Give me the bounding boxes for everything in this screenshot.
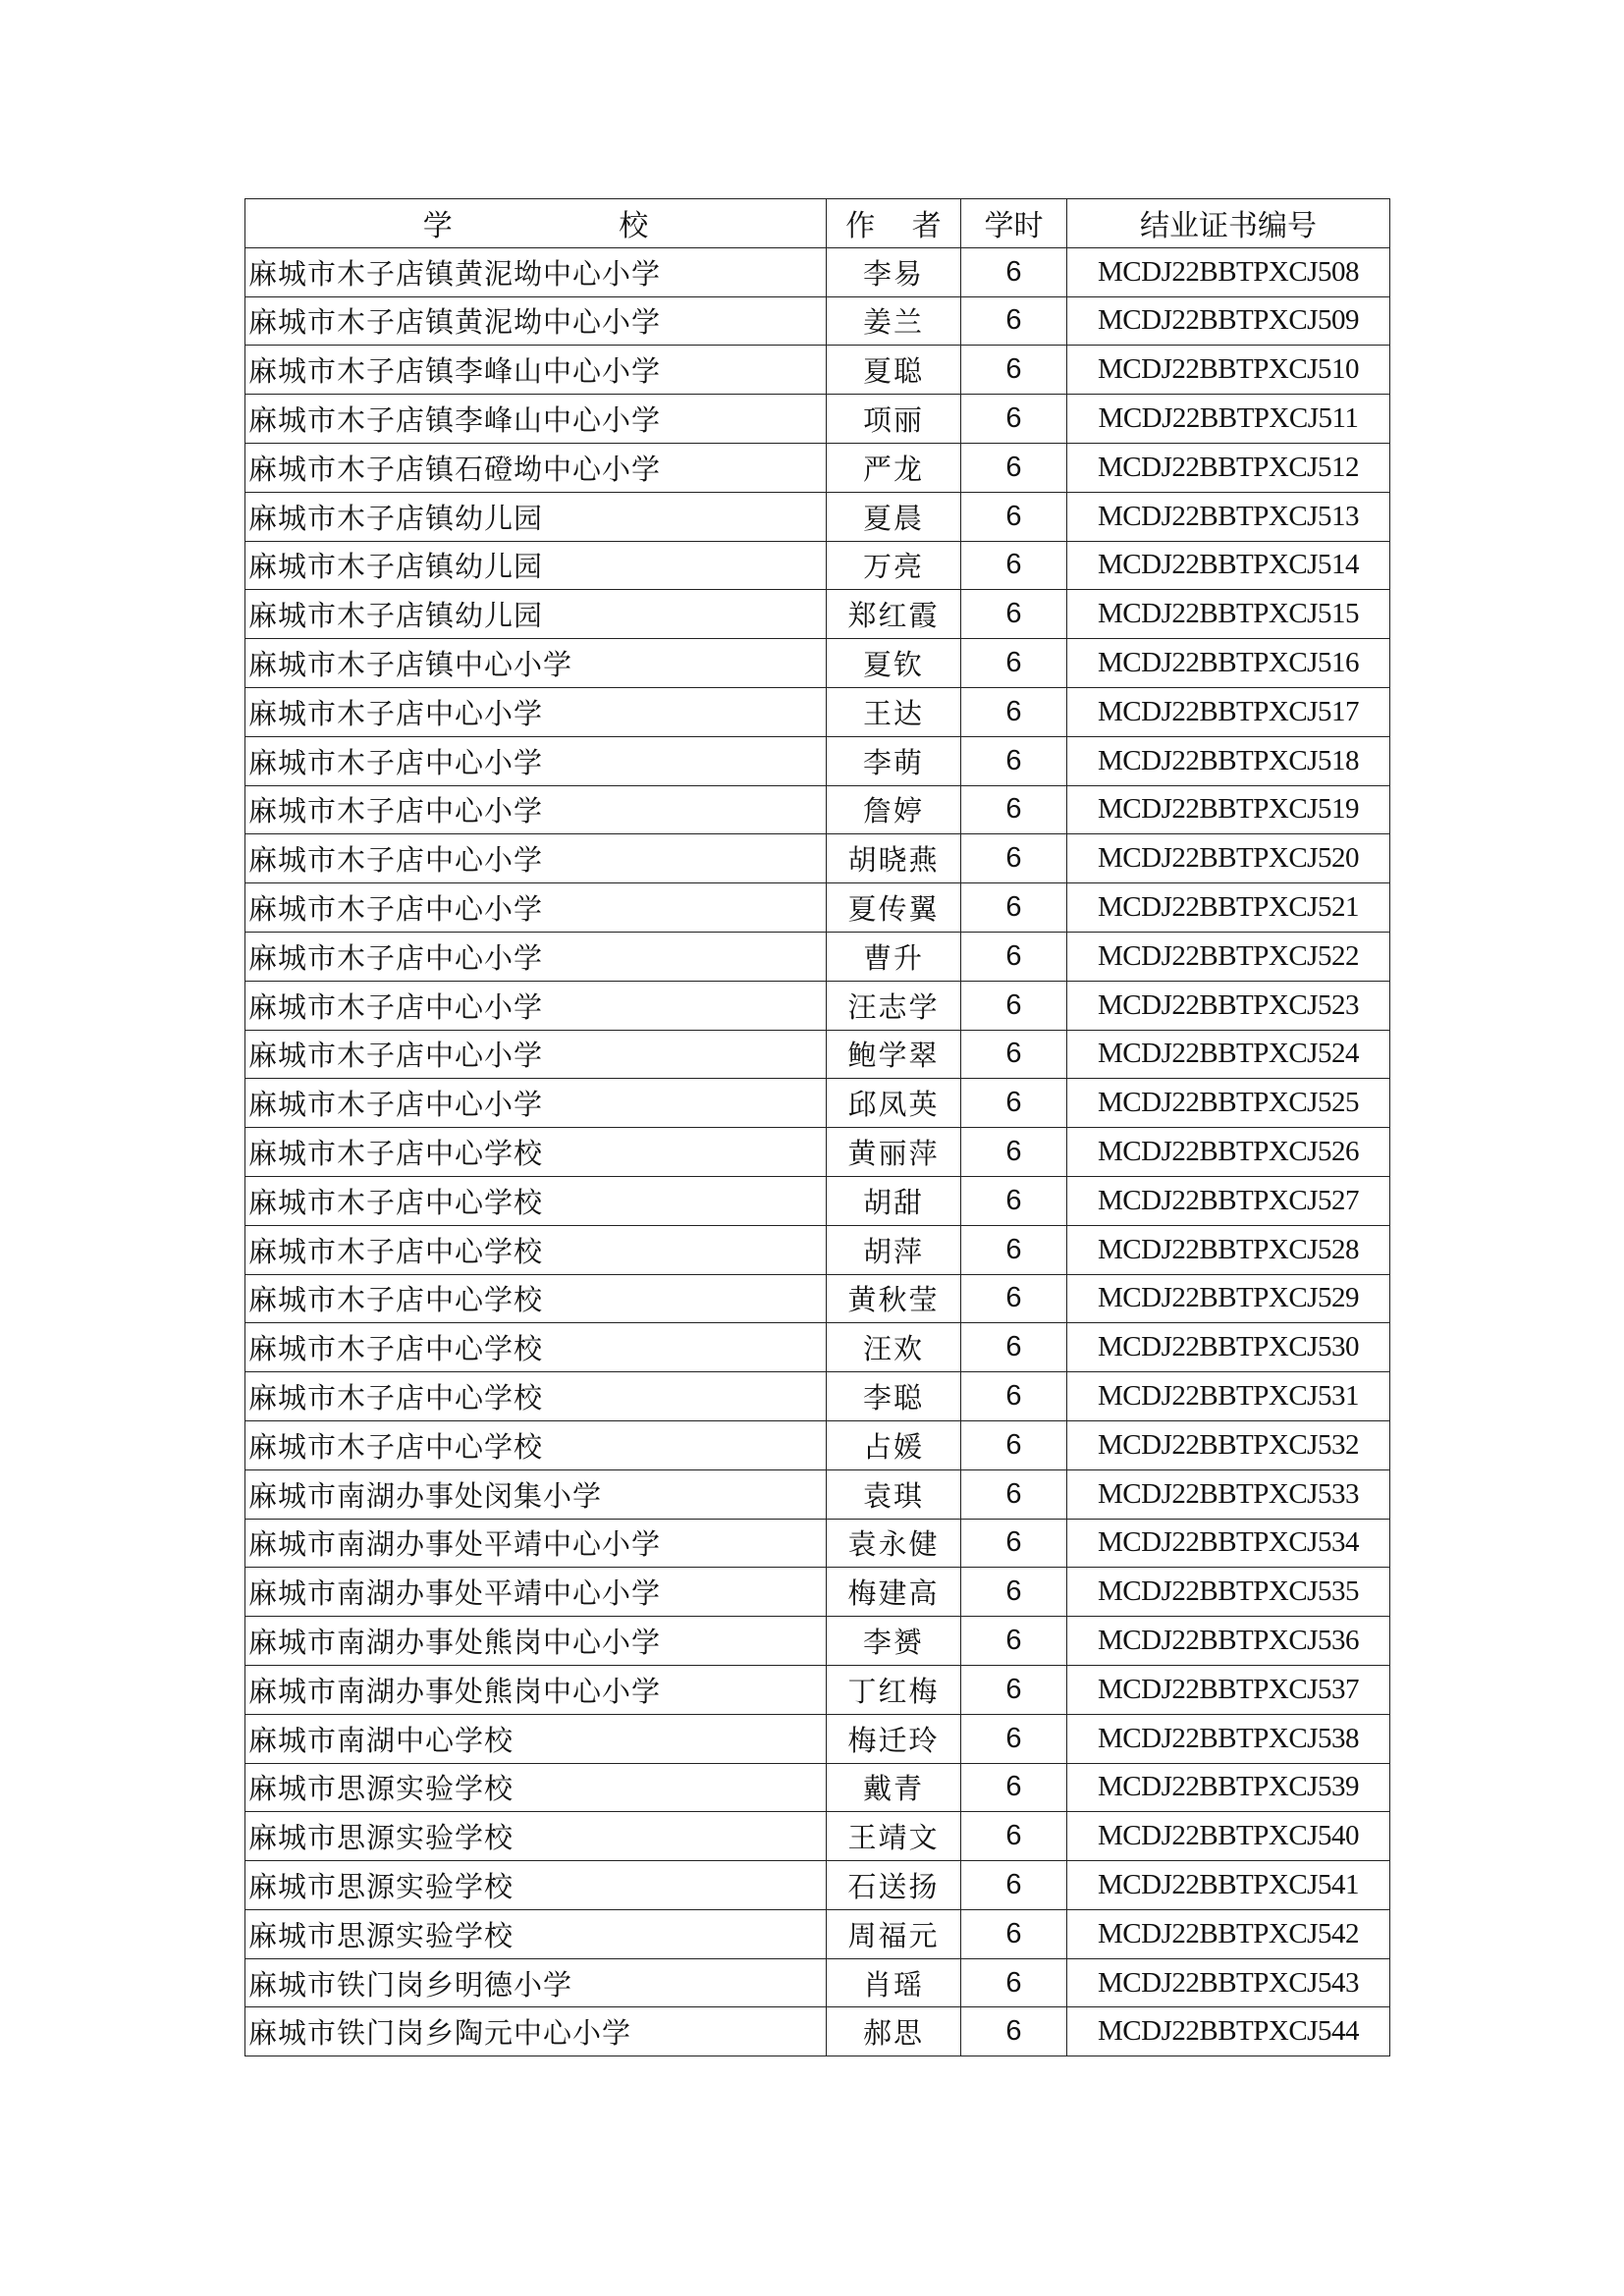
table-row bbox=[245, 1225, 1390, 1274]
certificate-cell: MCDJ22BBTPXCJ540 bbox=[1067, 1812, 1390, 1861]
table-row bbox=[245, 590, 1390, 639]
hours-cell: 6 bbox=[961, 1665, 1067, 1714]
school-cell: 麻城市南湖办事处熊岗中心小学 bbox=[245, 1665, 827, 1714]
hours-cell: 6 bbox=[961, 541, 1067, 590]
author-cell: 占媛 bbox=[827, 1420, 961, 1469]
certificate-cell: MCDJ22BBTPXCJ521 bbox=[1067, 883, 1390, 933]
author-cell: 夏聪 bbox=[827, 346, 961, 395]
author-cell: 郑红霞 bbox=[827, 590, 961, 639]
table-row bbox=[245, 1665, 1390, 1714]
hours-cell: 6 bbox=[961, 1372, 1067, 1421]
hours-cell: 6 bbox=[961, 1958, 1067, 2007]
certificate-cell: MCDJ22BBTPXCJ509 bbox=[1067, 296, 1390, 346]
author-cell: 严龙 bbox=[827, 443, 961, 492]
hours-cell: 6 bbox=[961, 1714, 1067, 1763]
hours-cell: 6 bbox=[961, 785, 1067, 834]
school-cell: 麻城市木子店中心小学 bbox=[245, 1030, 827, 1079]
certificate-cell: MCDJ22BBTPXCJ526 bbox=[1067, 1128, 1390, 1177]
hours-cell: 6 bbox=[961, 1519, 1067, 1568]
certificate-cell: MCDJ22BBTPXCJ525 bbox=[1067, 1079, 1390, 1128]
certificate-cell: MCDJ22BBTPXCJ512 bbox=[1067, 443, 1390, 492]
header-school bbox=[245, 199, 827, 248]
certificate-cell: MCDJ22BBTPXCJ541 bbox=[1067, 1861, 1390, 1910]
certificate-cell: MCDJ22BBTPXCJ518 bbox=[1067, 736, 1390, 785]
hours-cell: 6 bbox=[961, 1128, 1067, 1177]
table-row bbox=[245, 1274, 1390, 1323]
author-cell: 石送扬 bbox=[827, 1861, 961, 1910]
author-cell: 黄秋莹 bbox=[827, 1274, 961, 1323]
table-row bbox=[245, 1617, 1390, 1666]
table-row bbox=[245, 1469, 1390, 1519]
table-row bbox=[245, 2007, 1390, 2056]
certificate-cell: MCDJ22BBTPXCJ533 bbox=[1067, 1469, 1390, 1519]
school-cell: 麻城市木子店镇中心小学 bbox=[245, 639, 827, 688]
table-row bbox=[245, 981, 1390, 1030]
author-cell: 郝思 bbox=[827, 2007, 961, 2056]
table-row bbox=[245, 639, 1390, 688]
hours-cell: 6 bbox=[961, 2007, 1067, 2056]
school-cell: 麻城市木子店中心学校 bbox=[245, 1323, 827, 1372]
hours-cell: 6 bbox=[961, 492, 1067, 541]
school-cell: 麻城市木子店镇幼儿园 bbox=[245, 492, 827, 541]
school-cell: 麻城市木子店镇李峰山中心小学 bbox=[245, 395, 827, 444]
school-cell: 麻城市思源实验学校 bbox=[245, 1861, 827, 1910]
table-header-row bbox=[245, 199, 1390, 248]
table-row bbox=[245, 1958, 1390, 2007]
table-row bbox=[245, 247, 1390, 296]
table-row bbox=[245, 541, 1390, 590]
header-hours: 学时 bbox=[961, 199, 1067, 248]
author-cell: 李萌 bbox=[827, 736, 961, 785]
hours-cell: 6 bbox=[961, 443, 1067, 492]
table-row bbox=[245, 1176, 1390, 1225]
certificate-cell: MCDJ22BBTPXCJ510 bbox=[1067, 346, 1390, 395]
table-row bbox=[245, 395, 1390, 444]
school-cell: 麻城市木子店镇李峰山中心小学 bbox=[245, 346, 827, 395]
author-cell: 胡晓燕 bbox=[827, 834, 961, 883]
certificate-cell: MCDJ22BBTPXCJ524 bbox=[1067, 1030, 1390, 1079]
school-cell: 麻城市思源实验学校 bbox=[245, 1763, 827, 1812]
school-cell: 麻城市铁门岗乡陶元中心小学 bbox=[245, 2007, 827, 2056]
school-cell: 麻城市木子店中心学校 bbox=[245, 1225, 827, 1274]
school-cell: 麻城市思源实验学校 bbox=[245, 1909, 827, 1958]
certificate-cell: MCDJ22BBTPXCJ514 bbox=[1067, 541, 1390, 590]
certificate-cell: MCDJ22BBTPXCJ508 bbox=[1067, 247, 1390, 296]
author-cell: 李易 bbox=[827, 247, 961, 296]
school-cell: 麻城市南湖办事处平靖中心小学 bbox=[245, 1519, 827, 1568]
certificate-cell: MCDJ22BBTPXCJ515 bbox=[1067, 590, 1390, 639]
certificate-cell: MCDJ22BBTPXCJ532 bbox=[1067, 1420, 1390, 1469]
hours-cell: 6 bbox=[961, 1909, 1067, 1958]
hours-cell: 6 bbox=[961, 247, 1067, 296]
author-cell: 丁红梅 bbox=[827, 1665, 961, 1714]
certificate-cell: MCDJ22BBTPXCJ531 bbox=[1067, 1372, 1390, 1421]
hours-cell: 6 bbox=[961, 1812, 1067, 1861]
table-row bbox=[245, 1372, 1390, 1421]
school-cell: 麻城市木子店中心小学 bbox=[245, 981, 827, 1030]
table-body bbox=[245, 247, 1390, 2056]
certificate-cell: MCDJ22BBTPXCJ539 bbox=[1067, 1763, 1390, 1812]
author-cell: 詹婷 bbox=[827, 785, 961, 834]
table-row bbox=[245, 736, 1390, 785]
hours-cell: 6 bbox=[961, 1323, 1067, 1372]
certificate-cell: MCDJ22BBTPXCJ513 bbox=[1067, 492, 1390, 541]
hours-cell: 6 bbox=[961, 1617, 1067, 1666]
author-cell: 姜兰 bbox=[827, 296, 961, 346]
school-cell: 麻城市铁门岗乡明德小学 bbox=[245, 1958, 827, 2007]
hours-cell: 6 bbox=[961, 296, 1067, 346]
certificate-cell: MCDJ22BBTPXCJ511 bbox=[1067, 395, 1390, 444]
school-cell: 麻城市木子店中心学校 bbox=[245, 1420, 827, 1469]
table-row bbox=[245, 1030, 1390, 1079]
certificate-cell: MCDJ22BBTPXCJ529 bbox=[1067, 1274, 1390, 1323]
school-cell: 麻城市木子店中心学校 bbox=[245, 1372, 827, 1421]
hours-cell: 6 bbox=[961, 1861, 1067, 1910]
author-cell: 汪欢 bbox=[827, 1323, 961, 1372]
hours-cell: 6 bbox=[961, 932, 1067, 981]
hours-cell: 6 bbox=[961, 1225, 1067, 1274]
author-cell: 夏晨 bbox=[827, 492, 961, 541]
author-cell: 鲍学翠 bbox=[827, 1030, 961, 1079]
table-row bbox=[245, 1568, 1390, 1617]
certificate-cell: MCDJ22BBTPXCJ519 bbox=[1067, 785, 1390, 834]
school-cell: 麻城市木子店镇幼儿园 bbox=[245, 590, 827, 639]
school-cell: 麻城市木子店镇黄泥坳中心小学 bbox=[245, 247, 827, 296]
certificate-cell: MCDJ22BBTPXCJ537 bbox=[1067, 1665, 1390, 1714]
table-row bbox=[245, 785, 1390, 834]
header-certificate: 结业证书编号 bbox=[1067, 199, 1390, 248]
author-cell: 袁永健 bbox=[827, 1519, 961, 1568]
school-cell: 麻城市木子店中心小学 bbox=[245, 687, 827, 736]
hours-cell: 6 bbox=[961, 1176, 1067, 1225]
author-cell: 李聪 bbox=[827, 1372, 961, 1421]
author-cell: 项丽 bbox=[827, 395, 961, 444]
certificate-cell: MCDJ22BBTPXCJ538 bbox=[1067, 1714, 1390, 1763]
school-cell: 麻城市木子店中心学校 bbox=[245, 1128, 827, 1177]
hours-cell: 6 bbox=[961, 1274, 1067, 1323]
author-cell: 袁琪 bbox=[827, 1469, 961, 1519]
header-author-label: 作 者 bbox=[845, 209, 955, 244]
table-row bbox=[245, 1861, 1390, 1910]
hours-cell: 6 bbox=[961, 1079, 1067, 1128]
school-cell: 麻城市木子店镇黄泥坳中心小学 bbox=[245, 296, 827, 346]
certificate-cell: MCDJ22BBTPXCJ528 bbox=[1067, 1225, 1390, 1274]
author-cell: 李赟 bbox=[827, 1617, 961, 1666]
school-cell: 麻城市木子店中心学校 bbox=[245, 1274, 827, 1323]
certificate-cell: MCDJ22BBTPXCJ523 bbox=[1067, 981, 1390, 1030]
author-cell: 万亮 bbox=[827, 541, 961, 590]
school-cell: 麻城市木子店中心小学 bbox=[245, 1079, 827, 1128]
school-cell: 麻城市木子店镇幼儿园 bbox=[245, 541, 827, 590]
certificate-cell: MCDJ22BBTPXCJ516 bbox=[1067, 639, 1390, 688]
author-cell: 夏钦 bbox=[827, 639, 961, 688]
table-row bbox=[245, 1909, 1390, 1958]
certificate-cell: MCDJ22BBTPXCJ530 bbox=[1067, 1323, 1390, 1372]
author-cell: 梅建高 bbox=[827, 1568, 961, 1617]
hours-cell: 6 bbox=[961, 1030, 1067, 1079]
hours-cell: 6 bbox=[961, 1568, 1067, 1617]
school-cell: 麻城市南湖办事处熊岗中心小学 bbox=[245, 1617, 827, 1666]
hours-cell: 6 bbox=[961, 395, 1067, 444]
hours-cell: 6 bbox=[961, 736, 1067, 785]
hours-cell: 6 bbox=[961, 981, 1067, 1030]
table-row bbox=[245, 1812, 1390, 1861]
certificate-cell: MCDJ22BBTPXCJ527 bbox=[1067, 1176, 1390, 1225]
table-row bbox=[245, 1763, 1390, 1812]
table-row bbox=[245, 932, 1390, 981]
hours-cell: 6 bbox=[961, 639, 1067, 688]
school-cell: 麻城市木子店中心小学 bbox=[245, 883, 827, 933]
hours-cell: 6 bbox=[961, 590, 1067, 639]
table-row bbox=[245, 687, 1390, 736]
hours-cell: 6 bbox=[961, 1420, 1067, 1469]
certificate-cell: MCDJ22BBTPXCJ542 bbox=[1067, 1909, 1390, 1958]
table-row bbox=[245, 883, 1390, 933]
hours-cell: 6 bbox=[961, 1469, 1067, 1519]
author-cell: 胡萍 bbox=[827, 1225, 961, 1274]
table-row bbox=[245, 1128, 1390, 1177]
certificate-cell: MCDJ22BBTPXCJ534 bbox=[1067, 1519, 1390, 1568]
author-cell: 梅迁玲 bbox=[827, 1714, 961, 1763]
author-cell: 夏传翼 bbox=[827, 883, 961, 933]
author-cell: 汪志学 bbox=[827, 981, 961, 1030]
header-school-label: 学 校 bbox=[422, 209, 728, 244]
school-cell: 麻城市南湖办事处平靖中心小学 bbox=[245, 1568, 827, 1617]
certificate-cell: MCDJ22BBTPXCJ535 bbox=[1067, 1568, 1390, 1617]
school-cell: 麻城市木子店中心小学 bbox=[245, 834, 827, 883]
table-row bbox=[245, 492, 1390, 541]
school-cell: 麻城市木子店中心小学 bbox=[245, 932, 827, 981]
school-cell: 麻城市木子店中心小学 bbox=[245, 785, 827, 834]
school-cell: 麻城市南湖中心学校 bbox=[245, 1714, 827, 1763]
certificate-cell: MCDJ22BBTPXCJ522 bbox=[1067, 932, 1390, 981]
author-cell: 戴青 bbox=[827, 1763, 961, 1812]
school-cell: 麻城市南湖办事处闵集小学 bbox=[245, 1469, 827, 1519]
author-cell: 胡甜 bbox=[827, 1176, 961, 1225]
header-author bbox=[827, 199, 961, 248]
hours-cell: 6 bbox=[961, 1763, 1067, 1812]
school-cell: 麻城市木子店中心学校 bbox=[245, 1176, 827, 1225]
certificate-cell: MCDJ22BBTPXCJ517 bbox=[1067, 687, 1390, 736]
certificate-cell: MCDJ22BBTPXCJ536 bbox=[1067, 1617, 1390, 1666]
table-row bbox=[245, 1323, 1390, 1372]
author-cell: 王靖文 bbox=[827, 1812, 961, 1861]
hours-cell: 6 bbox=[961, 346, 1067, 395]
school-cell: 麻城市木子店镇石磴坳中心小学 bbox=[245, 443, 827, 492]
author-cell: 曹升 bbox=[827, 932, 961, 981]
certificate-table bbox=[244, 198, 1390, 2056]
hours-cell: 6 bbox=[961, 687, 1067, 736]
table-row bbox=[245, 346, 1390, 395]
school-cell: 麻城市思源实验学校 bbox=[245, 1812, 827, 1861]
author-cell: 王达 bbox=[827, 687, 961, 736]
hours-cell: 6 bbox=[961, 883, 1067, 933]
table-row bbox=[245, 1420, 1390, 1469]
table-row bbox=[245, 1519, 1390, 1568]
certificate-cell: MCDJ22BBTPXCJ544 bbox=[1067, 2007, 1390, 2056]
certificate-cell: MCDJ22BBTPXCJ520 bbox=[1067, 834, 1390, 883]
table-row bbox=[245, 443, 1390, 492]
table-row bbox=[245, 1714, 1390, 1763]
hours-cell: 6 bbox=[961, 834, 1067, 883]
author-cell: 肖瑶 bbox=[827, 1958, 961, 2007]
certificate-cell: MCDJ22BBTPXCJ543 bbox=[1067, 1958, 1390, 2007]
author-cell: 邱凤英 bbox=[827, 1079, 961, 1128]
table-row bbox=[245, 1079, 1390, 1128]
table-row bbox=[245, 834, 1390, 883]
author-cell: 黄丽萍 bbox=[827, 1128, 961, 1177]
author-cell: 周福元 bbox=[827, 1909, 961, 1958]
table-row bbox=[245, 296, 1390, 346]
school-cell: 麻城市木子店中心小学 bbox=[245, 736, 827, 785]
